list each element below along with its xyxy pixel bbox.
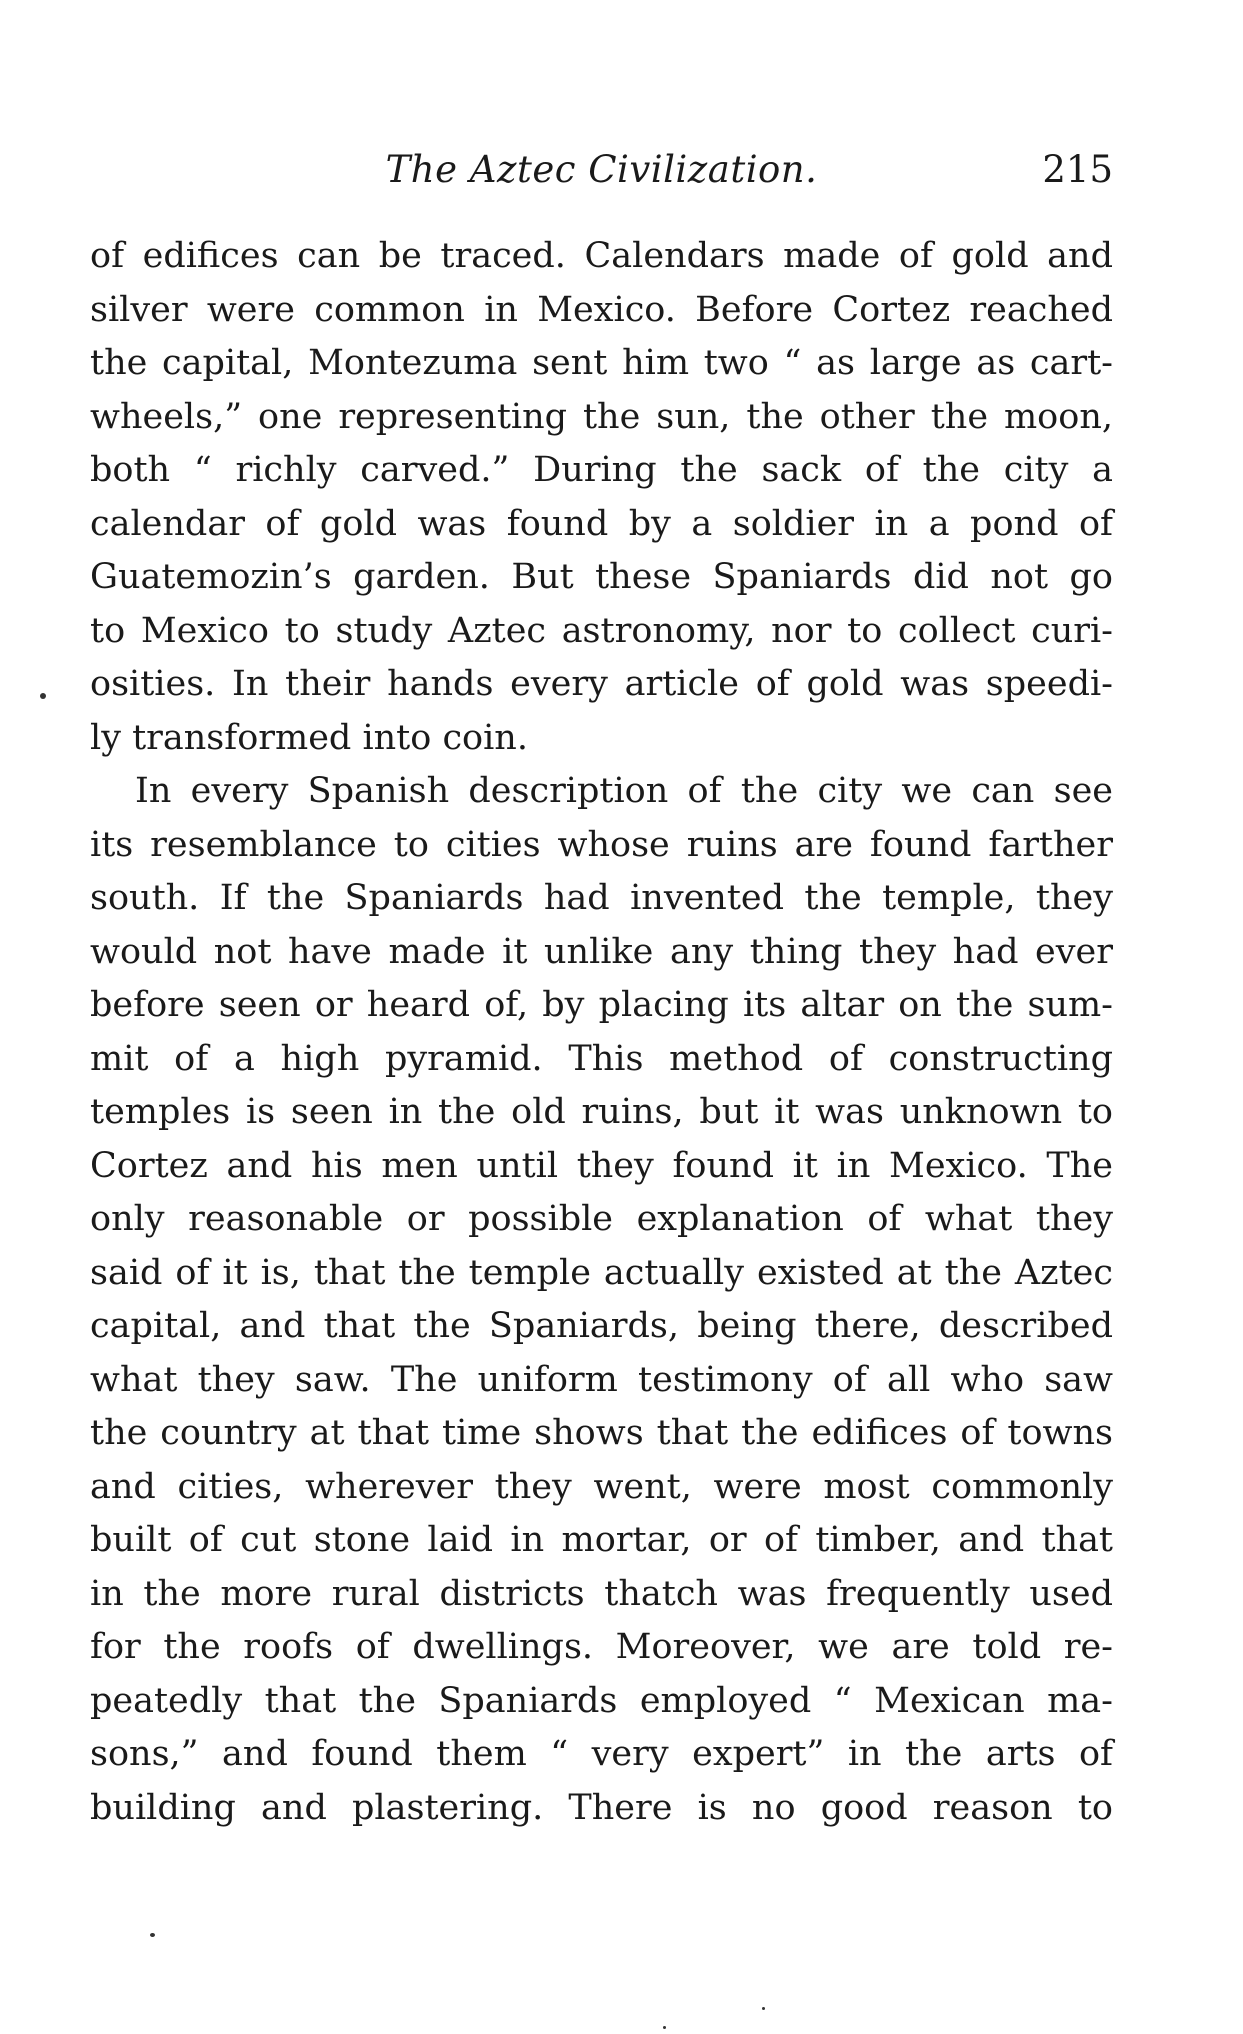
text-line: its resemblance to cities whose ruins are found farther <box>90 824 1113 865</box>
body-text <box>90 230 1113 1835</box>
scan-speck <box>40 693 46 699</box>
text-line: only reasonable or possible explanation of what they <box>90 1199 1113 1239</box>
text-line: wheels,” one representing the sun, the other the moon, <box>90 396 1113 437</box>
text-line: In every Spanish description of the city we can see <box>135 771 1113 811</box>
text-line: would not have made it unlike any thing they had ever <box>90 931 1113 972</box>
text-line: in the more rural districts thatch was frequently used <box>90 1573 1113 1614</box>
text-line: both “ richly carved.” During the sack of the city a <box>90 450 1113 490</box>
page-number: 215 <box>1042 148 1113 191</box>
text-line: and cities, wherever they went, were most commonly <box>90 1466 1113 1507</box>
text-line: said of it is, that the temple actually existed at the Aztec <box>90 1252 1113 1293</box>
text-line: south. If the Spaniards had invented the temple, they <box>90 878 1113 918</box>
text-line: sons,” and found them “ very expert” in the arts of <box>90 1734 1113 1774</box>
text-line: silver were common in Mexico. Before Cortez reached <box>90 289 1113 330</box>
scan-speck <box>150 1933 155 1937</box>
scan-speck <box>762 2007 765 2010</box>
scan-speck <box>663 2026 666 2029</box>
text-line: before seen or heard of, by placing its altar on the sum- <box>90 985 1113 1025</box>
text-line: mit of a high pyramid. This method of constructing <box>90 1038 1113 1079</box>
paragraph-1 <box>90 230 1113 765</box>
page-header <box>90 148 1113 208</box>
text-line: calendar of gold was found by a soldier in a pond of <box>90 503 1113 544</box>
text-line: peatedly that the Spaniards employed “ Mexican ma- <box>90 1680 1113 1721</box>
text-line: building and plastering. There is no good reason to <box>90 1787 1113 1828</box>
text-line: osities. In their hands every article of gold was speedi- <box>90 664 1113 704</box>
running-title: The Aztec Civilization. <box>385 148 818 191</box>
text-line: the country at that time shows that the edifices of towns <box>90 1413 1113 1453</box>
text-line: capital, and that the Spaniards, being there, described <box>90 1306 1113 1346</box>
text-line: to Mexico to study Aztec astronomy, nor to collect curi- <box>90 610 1113 651</box>
text-line: for the roofs of dwellings. Moreover, we are told re- <box>90 1627 1113 1667</box>
text-line: Cortez and his men until they found it in Mexico. The <box>90 1145 1113 1186</box>
paragraph-2 <box>90 765 1113 1835</box>
text-line: Guatemozin’s garden. But these Spaniards did not go <box>90 557 1113 597</box>
text-line: built of cut stone laid in mortar, or of timber, and that <box>90 1520 1113 1560</box>
text-line: the capital, Montezuma sent him two “ as large as cart- <box>90 343 1113 383</box>
text-line: of edifices can be traced. Calendars made of gold and <box>90 236 1113 276</box>
text-line: temples is seen in the old ruins, but it was unknown to <box>90 1092 1113 1132</box>
text-line: ly transformed into coin. <box>90 717 528 758</box>
text-line: what they saw. The uniform testimony of all who saw <box>90 1359 1113 1400</box>
